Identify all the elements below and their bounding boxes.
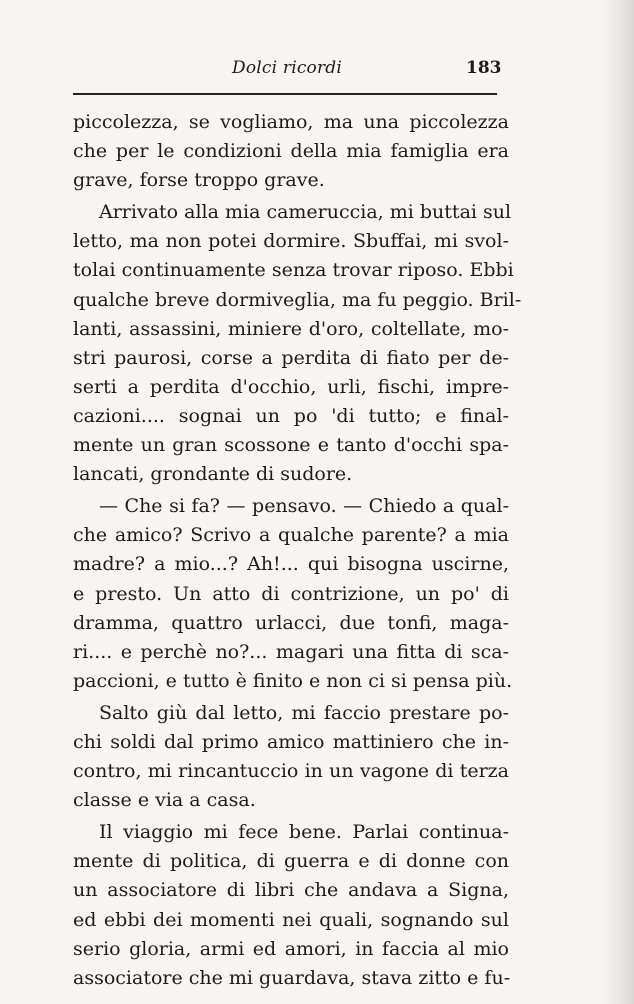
text-line: paccioni, e tutto è finito e non ci si pensa più. [73,669,513,692]
text-line: dramma, quattro urlacci, due tonfi, maga- [73,611,509,634]
page-number: 183 [466,58,502,78]
text-line: piccolezza, se vogliamo, ma una piccolezza [73,111,509,133]
running-title: Dolci ricordi [232,58,343,78]
text-line: madre? a mio...? Ah!... qui bisogna uscirne, [73,553,509,576]
text-line: che amico? Scrivo a qualche parente? a mia [73,524,509,547]
text-line: letto, ma non potei dormire. Sbuffai, mi svol- [73,230,509,253]
text-line: lancati, grondante di sudore. [73,463,353,486]
text-line: serio gloria, armi ed amori, in faccia al mio [73,937,509,960]
text-line: Arrivato alla mia cameruccia, mi buttai sul [99,201,512,224]
text-line: e presto. Un atto di contrizione, un po' di [73,582,509,605]
text-line: che per le condizioni della mia famiglia era [73,140,509,163]
text-line: Salto giù dal letto, mi faccio prestare po- [99,701,509,724]
text-line: associatore che mi guardava, stava zitto e fu- [73,966,511,989]
paragraph [73,492,513,696]
text-line: classe e via a casa. [73,789,256,812]
text-line: qualche breve dormiveglia, ma fu peggio. Bril- [73,288,522,311]
text-line: Il viaggio mi fece bene. Parlai continua- [99,821,509,844]
text-line: mente un gran scossone e tanto d'occhi spa- [73,434,509,457]
text-line: un associatore di libri che andava a Signa, [73,879,509,902]
paragraph [73,818,509,993]
text-line: lanti, assassini, miniere d'oro, coltellate, mo- [73,317,509,340]
paragraph [73,699,509,815]
body-text [73,108,522,993]
text-line: stri paurosi, corse a perdita di fiato per de- [73,346,509,369]
paragraph [73,108,509,195]
text-line: contro, mi rincantuccio in un vagone di terza [73,760,509,783]
paragraph [73,198,522,489]
text-line: cazioni.... sognai un po 'di tutto; e final- [73,404,509,427]
text-line: chi soldi dal primo amico mattiniero che in- [73,730,509,753]
text-line: grave, forse troppo grave. [73,169,325,192]
text-line: tolai continuamente senza trovar riposo. Ebbi [73,259,514,282]
text-line: serti a perdita d'occhio, urli, fischi, impre- [73,375,509,398]
text-line: ri.... e perchè no?... magari una fitta di sca- [73,640,509,663]
page-edge-shadow [602,0,634,1004]
text-line: mente di politica, di guerra e di donne con [73,850,509,873]
header-rule [73,93,497,95]
text-line: — Che si fa? — pensavo. — Chiedo a qual- [99,495,509,518]
text-line: ed ebbi dei momenti nei quali, sognando sul [73,908,509,931]
